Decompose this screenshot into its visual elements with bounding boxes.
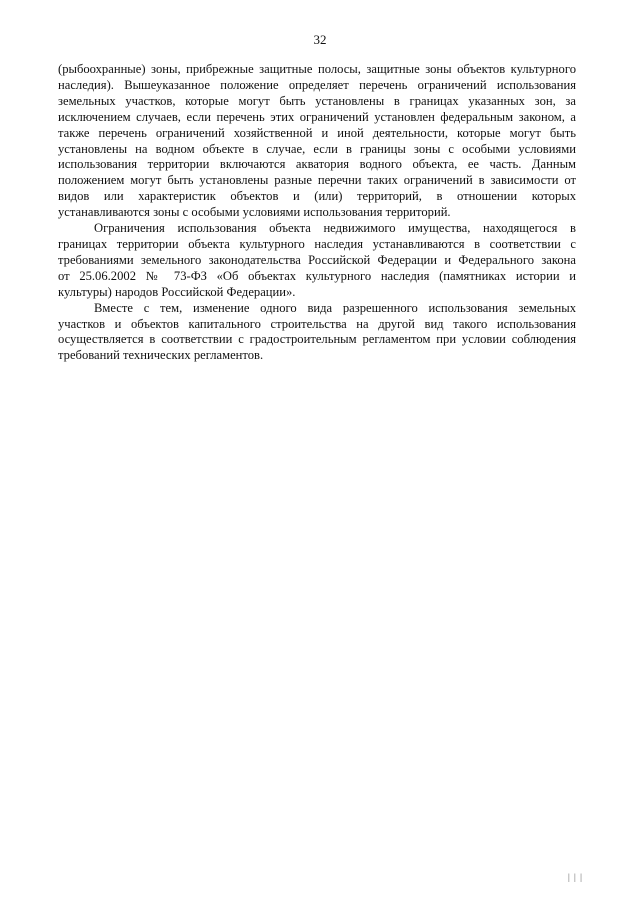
text-line: требований технических регламентов. [58, 348, 264, 363]
text-line: использования территории включаются акватория водного объекта, ее часть. Данным [58, 157, 576, 172]
text-line: границах территории объекта культурного наследия устанавливаются в соответствии с [58, 236, 576, 251]
footer-mark: | | | [568, 872, 583, 882]
text-line: культуры) народов Российской Федерации». [58, 284, 296, 299]
text-line: осуществляется в соответствии с градостроительным регламентом при условии соблюдения [58, 332, 576, 347]
text-line: видов или характеристик объектов и (или) территорий, в отношении которых [58, 189, 576, 204]
paragraph-heritage-restrictions [58, 221, 576, 301]
page-number: 32 [313, 32, 327, 47]
paragraph-zones [58, 62, 576, 221]
text-line: земельных участков, которые могут быть установлены в границах указанных зон, за [58, 93, 576, 108]
text-line: Вместе с тем, изменение одного вида разрешенного использования земельных [94, 300, 576, 315]
text-line: установлены на водном объекте в случае, если в границы зоны с особыми условиями [58, 141, 576, 156]
text-line: положением могут быть установлены разные перечни таких ограничений в зависимости от [58, 173, 576, 188]
text-line: от 25.06.2002 № 73-ФЗ «Об объектах культурного наследия (памятниках истории и [58, 268, 576, 283]
text-line: устанавливаются зоны с особыми условиями использования территорий. [58, 205, 451, 220]
text-line: также перечень ограничений хозяйственной и иной деятельности, которые могут быть [58, 125, 576, 140]
text-line: участков и объектов капитального строительства на другой вид такого использования [58, 316, 576, 331]
text-line: наследия). Вышеуказанное положение определяет перечень ограничений использования [58, 77, 576, 92]
text-line: исключением случаев, если перечень этих ограничений установлен федеральным законом, а [58, 109, 576, 124]
document-body [58, 62, 576, 364]
text-line: (рыбоохранные) зоны, прибрежные защитные полосы, защитные зоны объектов культурного [58, 62, 576, 76]
paragraph-use-change [58, 301, 576, 365]
text-line: требованиями земельного законодательства Российской Федерации и Федерального закона [58, 252, 576, 267]
text-line: Ограничения использования объекта недвижимого имущества, находящегося в [94, 221, 576, 236]
